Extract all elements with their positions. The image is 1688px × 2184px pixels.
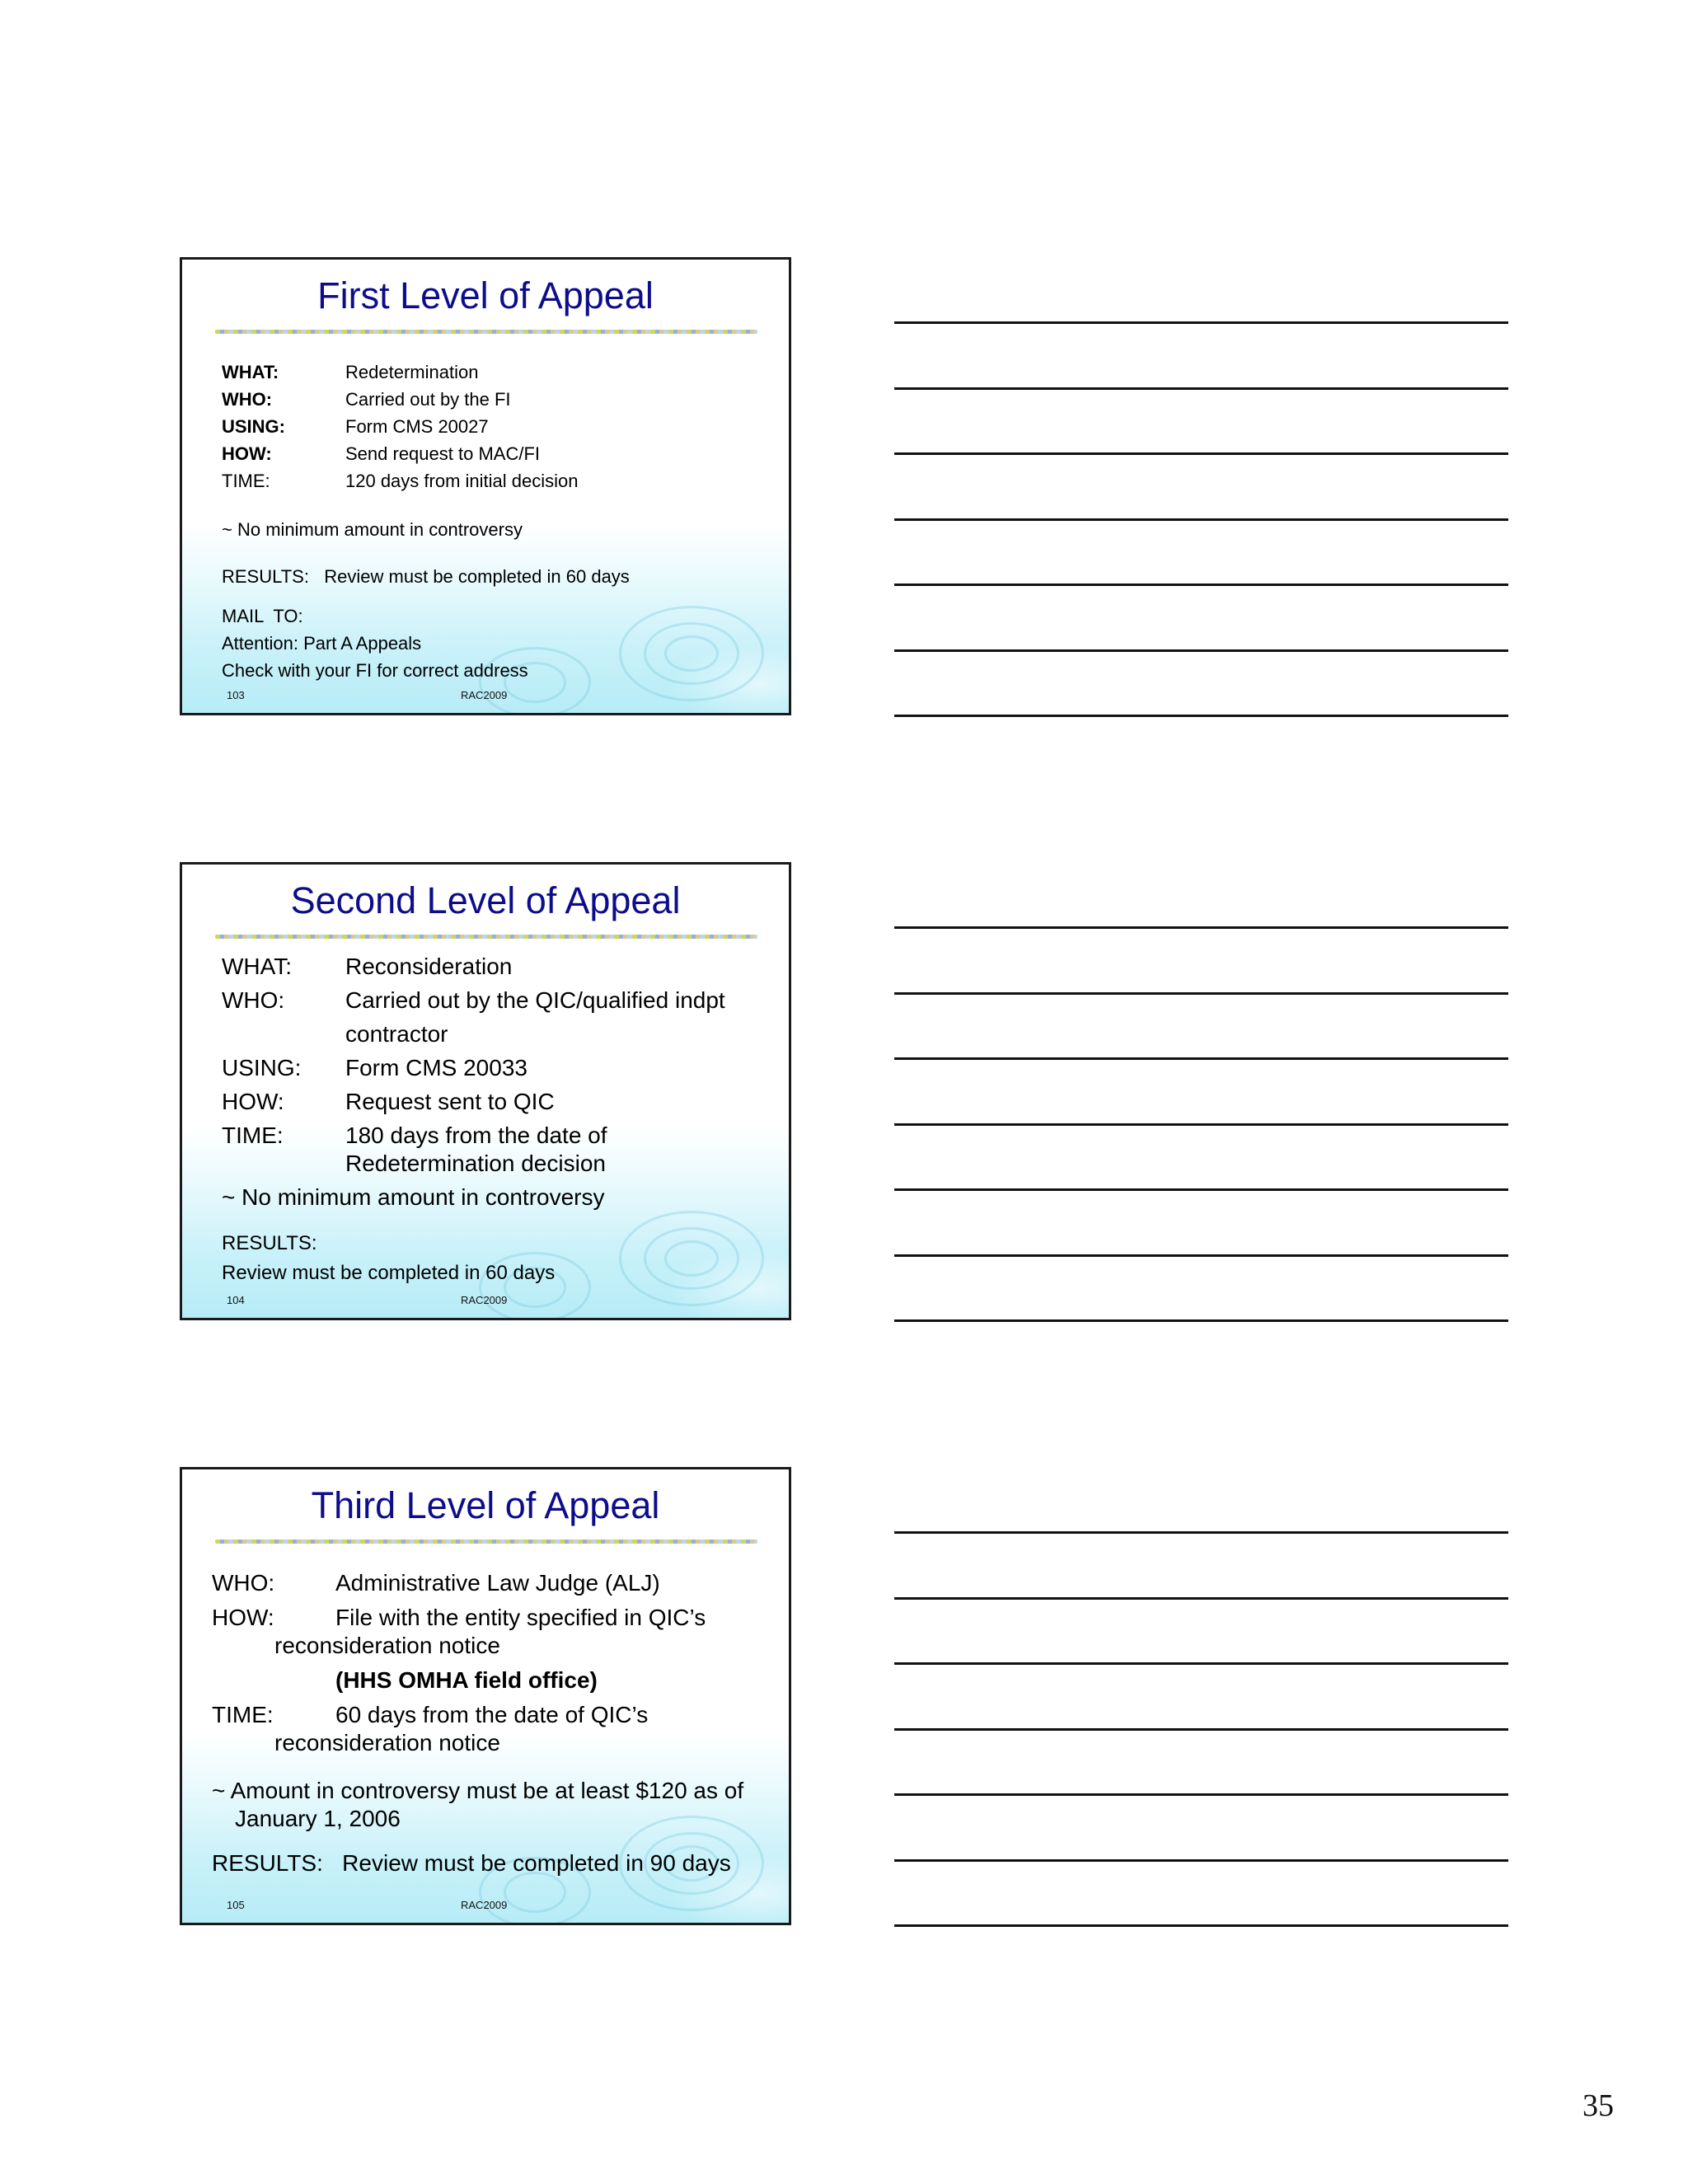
- using-value: Form CMS 20027: [345, 416, 489, 437]
- how-label: HOW:: [212, 1605, 274, 1630]
- results-label: RESULTS:: [222, 1232, 317, 1254]
- note-line: [894, 926, 1508, 929]
- who-label: WHO:: [222, 987, 285, 1013]
- what-label: WHAT:: [222, 362, 279, 382]
- ripple-decoration: [664, 635, 719, 672]
- what-label: WHAT:: [222, 954, 293, 979]
- who-label: WHO:: [222, 389, 273, 410]
- how-label: HOW:: [222, 1089, 284, 1114]
- time-row: [212, 1702, 648, 1728]
- time-label: TIME:: [222, 471, 270, 491]
- time-value-continued: reconsideration notice: [274, 1730, 500, 1755]
- slide-title: First Level of Appeal: [317, 274, 654, 316]
- slide-number: 104: [227, 1294, 245, 1306]
- how-row: [212, 1605, 706, 1631]
- hhs-omha-note: (HHS OMHA field office): [335, 1667, 598, 1693]
- controversy-note: ~ No minimum amount in controversy: [222, 1184, 605, 1210]
- how-value-continued: reconsideration notice: [274, 1633, 500, 1658]
- using-value: Form CMS 20033: [345, 1055, 528, 1080]
- note-line: [894, 715, 1508, 717]
- who-value: Carried out by the QIC/qualified indpt: [345, 987, 725, 1013]
- what-row: [222, 362, 478, 383]
- controversy-note-continued: January 1, 2006: [235, 1806, 401, 1831]
- what-value: Reconsideration: [345, 954, 513, 979]
- who-row-continued: [222, 1021, 448, 1047]
- controversy-note: ~ No minimum amount in controversy: [222, 519, 523, 540]
- how-value: Send request to MAC/FI: [345, 443, 540, 464]
- time-value: 60 days from the date of QIC’s: [335, 1702, 649, 1727]
- who-value: Carried out by the FI: [345, 389, 511, 410]
- note-line: [894, 1728, 1508, 1731]
- using-row: [222, 1055, 528, 1081]
- note-line: [894, 1924, 1508, 1927]
- check-address-line: Check with your FI for correct address: [222, 660, 528, 681]
- note-line: [894, 452, 1508, 455]
- ripple-decoration: [504, 1872, 566, 1913]
- note-line: [894, 387, 1508, 390]
- time-value: 180 days from the date of: [345, 1122, 607, 1148]
- what-value: Redetermination: [345, 362, 479, 382]
- time-value: 120 days from initial decision: [345, 471, 579, 491]
- slide-footer-code: RAC2009: [461, 1294, 508, 1306]
- how-value: File with the entity specified in QIC’s: [335, 1605, 706, 1630]
- slide-number: 105: [227, 1899, 245, 1911]
- who-row: [222, 389, 511, 410]
- who-row: [212, 1570, 660, 1596]
- mail-to-label: MAIL TO:: [222, 606, 303, 626]
- controversy-note: ~ Amount in controversy must be at least $120 as of: [212, 1778, 744, 1803]
- who-value-continued: contractor: [345, 1021, 448, 1047]
- slide-title: Second Level of Appeal: [290, 879, 681, 921]
- note-line: [894, 1188, 1508, 1191]
- slide-footer-code: RAC2009: [461, 689, 508, 701]
- who-row: [222, 987, 725, 1014]
- slide-number: 103: [227, 689, 245, 701]
- who-value: Administrative Law Judge (ALJ): [335, 1570, 660, 1596]
- how-row: [222, 443, 540, 465]
- how-value: Request sent to QIC: [345, 1089, 555, 1114]
- page-number: 35: [1582, 2088, 1614, 2123]
- note-line: [894, 649, 1508, 652]
- slide-title: Third Level of Appeal: [311, 1484, 660, 1526]
- using-label: USING:: [222, 416, 285, 437]
- who-label: WHO:: [212, 1570, 275, 1596]
- results-value: Review must be completed in 60 days: [222, 1262, 556, 1284]
- note-line: [894, 992, 1508, 995]
- title-divider: [215, 1540, 757, 1544]
- slide-second-level-of-appeal: [180, 862, 791, 1320]
- results-line: RESULTS: Review must be completed in 60 days: [222, 566, 630, 587]
- note-line: [894, 1057, 1508, 1060]
- slide-first-level-of-appeal: [180, 257, 791, 715]
- note-line: [894, 1123, 1508, 1126]
- how-row: [222, 1089, 555, 1115]
- how-label: HOW:: [222, 443, 272, 464]
- note-line: [894, 1597, 1508, 1600]
- note-line: [894, 1254, 1508, 1257]
- attention-line: Attention: Part A Appeals: [222, 633, 422, 654]
- using-row: [222, 416, 489, 438]
- time-row-continued: [222, 1151, 606, 1177]
- ripple-decoration: [664, 1240, 719, 1277]
- note-line: [894, 1662, 1508, 1665]
- note-line: [894, 321, 1508, 324]
- title-divider: [215, 330, 757, 334]
- slide-third-level-of-appeal: [180, 1467, 791, 1925]
- time-label: TIME:: [212, 1702, 274, 1727]
- slide-footer-code: RAC2009: [461, 1899, 508, 1911]
- note-line: [894, 583, 1508, 586]
- note-line: [894, 1531, 1508, 1534]
- note-line: [894, 1859, 1508, 1862]
- results-line: RESULTS: Review must be completed in 90 days: [212, 1850, 731, 1876]
- title-divider: [215, 935, 757, 939]
- using-label: USING:: [222, 1055, 302, 1080]
- time-label: TIME:: [222, 1122, 284, 1148]
- note-line: [894, 1319, 1508, 1322]
- time-row: [222, 1122, 607, 1149]
- note-line: [894, 1793, 1508, 1796]
- what-row: [222, 954, 512, 980]
- time-row: [222, 471, 578, 492]
- note-line: [894, 518, 1508, 521]
- time-value-continued: Redetermination decision: [345, 1151, 606, 1176]
